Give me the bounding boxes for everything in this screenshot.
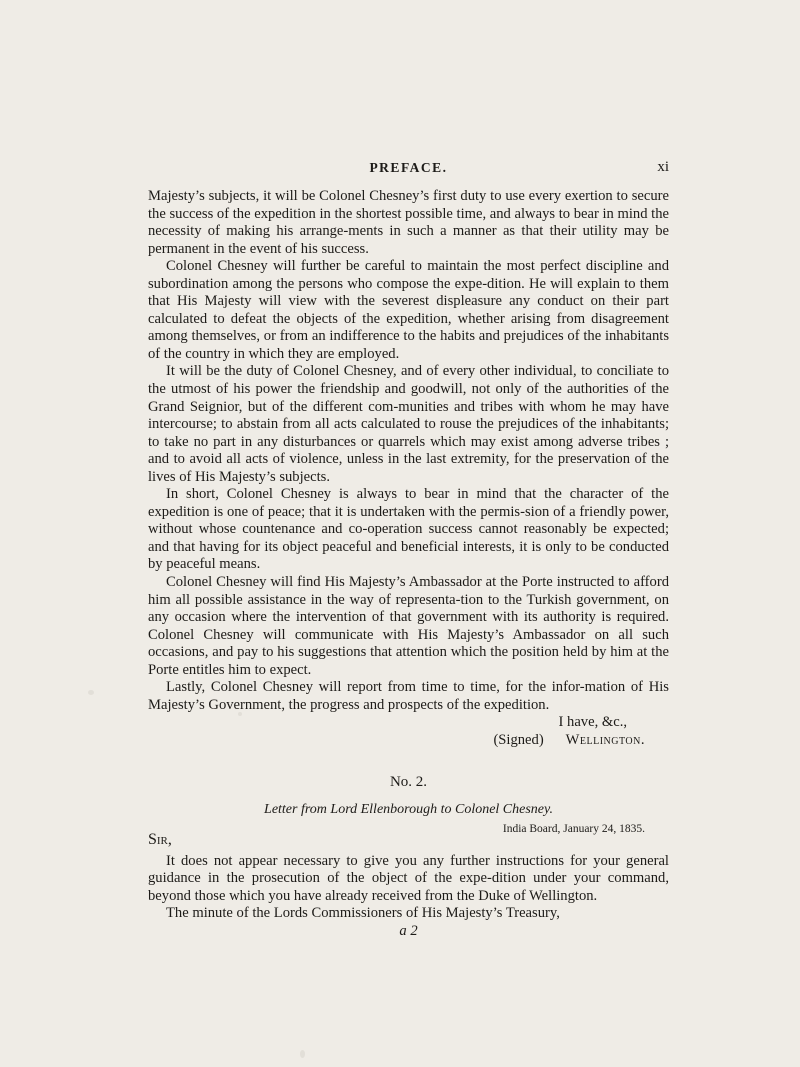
signature-line	[148, 732, 669, 750]
paragraph: The minute of the Lords Commissioners of His Majesty’s Treasury,	[166, 905, 560, 922]
paragraph: Majesty’s subjects, it will be Colonel Chesney’s first duty to use every exertion to secure the success of the expedition in the shortest possible time, and always to bear in mind the necessity of making his arrange-ments in such a manner as that their utility may be permanent in the event of his success.	[148, 188, 669, 257]
body-text	[148, 188, 669, 940]
paragraph: Colonel Chesney will find His Majesty’s Ambassador at the Porte instructed to afford him all possible assistance in the way of representa-tion to the Turkish government, on any occasion where the intervention of that government with its authority is required. Colonel Chesney will communicate with His Majesty’s Ambassador on all such occasions, and pay to his suggestions that attention which the position held by him at the Porte entitles him to expect.	[148, 574, 669, 678]
running-title: PREFACE.	[369, 160, 448, 175]
dateline: India Board, January 24, 1835.	[502, 822, 645, 835]
signed-label: (Signed)	[493, 731, 544, 748]
paper-speck	[88, 690, 94, 695]
letter-title: Letter from Lord Ellenborough to Colonel Chesney.	[264, 802, 553, 818]
paragraph: It will be the duty of Colonel Chesney, and of every other individual, to conciliate to the utmost of his power the friendship and goodwill, not only of the authorities of the Grand Seignior, but of the different com-munities and tribes with whom he may have intercourse; to abstain from all acts calculated to rouse the prejudices of the inhabitants; to take no part in any disturbances or quarrels which may exist among adverse tribes ; and to avoid all acts of violence, unless in the last extremity, for the preservation of the lives of His Majesty’s subjects.	[148, 363, 669, 485]
signature-mark: a 2	[399, 922, 418, 939]
paper-speck	[300, 1050, 305, 1058]
signer-name: Wellington.	[565, 731, 645, 748]
salutation-row	[148, 819, 669, 853]
salutation: Sir,	[148, 830, 172, 848]
closing-line: I have, &c.,	[558, 714, 627, 731]
page-number: xi	[657, 159, 669, 175]
document-number: No. 2.	[389, 773, 428, 790]
running-head	[148, 160, 669, 180]
paragraph: Lastly, Colonel Chesney will report from time to time, for the infor-mation of His Majesty’s Government, the progress and prospects of the expedition.	[148, 679, 669, 713]
paragraph: In short, Colonel Chesney is always to bear in mind that the character of the expedition is one of peace; that it is undertaken with the permis-sion of a friendly power, without whose countenance and co-operation success cannot reasonably be expected; and that having for its object peaceful and beneficial interests, it is only to be conducted by peaceful means.	[148, 486, 669, 573]
paragraph: It does not appear necessary to give you any further instructions for your general guidance in the prosecution of the object of the expe-dition under your command, beyond those which you have already received from the Duke of Wellington.	[148, 852, 669, 904]
paragraph: Colonel Chesney will further be careful to maintain the most perfect discipline and subordination among the persons who compose the expe-dition. He will explain to them that His Majesty will view with the severest displeasure any conduct on their part calculated to defeat the objects of the expedition, whether arising from disagreement among themselves, or from an indifference to the habits and prejudices of the inhabitants of the country in which they are employed.	[148, 258, 669, 362]
